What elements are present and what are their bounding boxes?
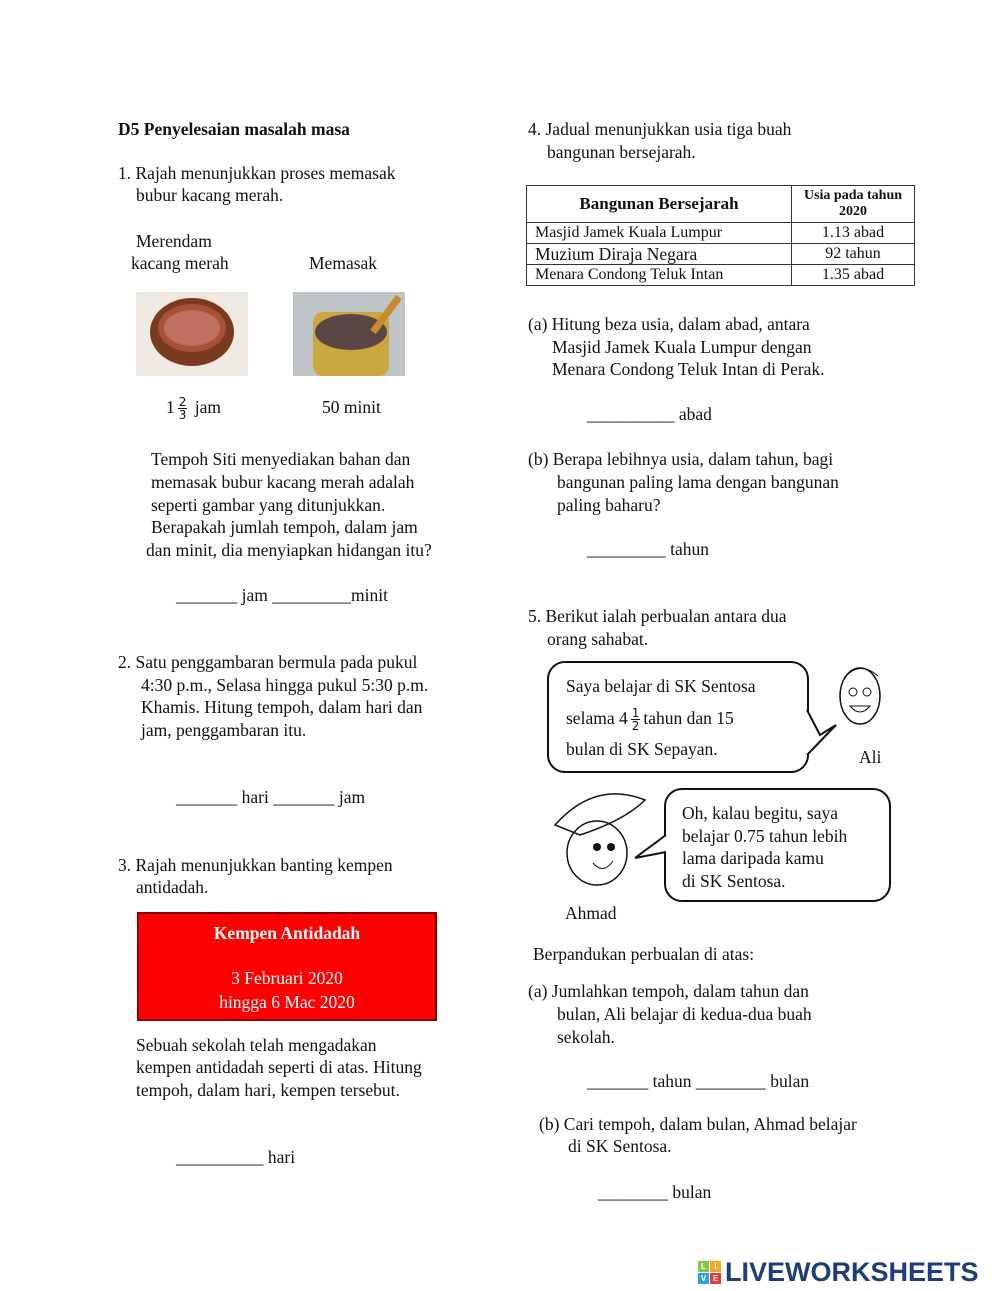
bubble-text: Saya belajar di SK Sentosa xyxy=(566,676,756,696)
table-cell: Menara Condong Teluk Intan xyxy=(527,265,792,286)
worksheet-title: D5 Penyelesaian masalah masa xyxy=(118,119,350,139)
ali-face-icon xyxy=(836,658,886,738)
table-cell: 1.35 abad xyxy=(792,265,915,286)
q4-text: 4. Jadual menunjukkan usia tiga buah xyxy=(528,119,792,139)
cooking-pot-image xyxy=(293,292,405,376)
table-row xyxy=(527,223,915,244)
q4a-text: (a) Hitung beza usia, dalam abad, antara xyxy=(528,314,810,334)
bubble-text: bulan di SK Sepayan. xyxy=(566,739,718,759)
bubble-text: di SK Sentosa. xyxy=(682,871,786,891)
q5-text: 5. Berikut ialah perbualan antara dua xyxy=(528,606,787,626)
bubble-text: lama daripada kamu xyxy=(682,848,824,868)
q1-text: 1. Rajah menunjukkan proses memasak xyxy=(118,163,396,183)
q4-text: bangunan bersejarah. xyxy=(547,142,696,162)
age-table xyxy=(526,185,915,286)
q5a-text: (a) Jumlahkan tempoh, dalam tahun dan xyxy=(528,981,809,1001)
bubble-text: Oh, kalau begitu, saya xyxy=(682,803,838,823)
q1-body: Tempoh Siti menyediakan bahan dan xyxy=(151,449,411,469)
q5b-text: di SK Sentosa. xyxy=(568,1136,672,1156)
q3-text: 3. Rajah menunjukkan banting kempen xyxy=(118,855,393,875)
ahmad-speech-bubble xyxy=(664,788,891,902)
step1-time: 1 $\frac{2}{3}$ jam xyxy=(166,395,222,423)
q2-text: 2. Satu penggambaran bermula pada pukul xyxy=(118,652,418,672)
campaign-banner xyxy=(137,912,437,1021)
q3-body: tempoh, dalam hari, kempen tersebut. xyxy=(136,1080,400,1100)
bubble-text: belajar 0.75 tahun lebih xyxy=(682,826,848,846)
table-header: Usia pada tahun 2020 xyxy=(792,186,915,223)
ali-speech-bubble xyxy=(547,661,809,773)
q2-text: jam, penggambaran itu. xyxy=(141,720,307,740)
ali-name: Ali xyxy=(859,747,882,767)
bubble-tail xyxy=(630,830,668,870)
q5-guide: Berpandukan perbualan di atas: xyxy=(533,944,755,964)
table-cell: 92 tahun xyxy=(792,244,915,265)
q2-text: Khamis. Hitung tempoh, dalam hari dan xyxy=(141,697,423,717)
q2-text: 4:30 p.m., Selasa hingga pukul 5:30 p.m. xyxy=(141,675,429,695)
step1-label: kacang merah xyxy=(131,253,229,273)
q1-answer-field[interactable]: _______ jam _________minit xyxy=(176,585,388,605)
table-row xyxy=(527,265,915,286)
q5a-text: bulan, Ali belajar di kedua-dua buah xyxy=(557,1004,812,1024)
q5b-answer-field[interactable]: ________ bulan xyxy=(598,1182,712,1202)
q4a-text: Menara Condong Teluk Intan di Perak. xyxy=(552,359,825,379)
q3-body: kempen antidadah seperti di atas. Hitung xyxy=(136,1057,422,1077)
q2-answer-field[interactable]: _______ hari _______ jam xyxy=(176,787,366,807)
q1-body: Berapakah jumlah tempoh, dalam jam xyxy=(151,517,418,537)
table-row xyxy=(527,244,915,265)
liveworksheets-logo xyxy=(698,1257,979,1288)
q1-body: seperti gambar yang ditunjukkan. xyxy=(151,495,386,515)
live-badge-icon: L I V E xyxy=(698,1261,721,1284)
q4b-text: paling baharu? xyxy=(557,495,661,515)
q4b-text: (b) Berapa lebihnya usia, dalam tahun, bagi xyxy=(528,449,834,469)
q4a-text: Masjid Jamek Kuala Lumpur dengan xyxy=(552,337,812,357)
q4a-answer-field[interactable]: __________ abad xyxy=(587,404,712,424)
q4b-answer-field[interactable]: _________ tahun xyxy=(587,539,710,559)
step2-label: Memasak xyxy=(309,253,378,273)
q1-text: bubur kacang merah. xyxy=(136,185,284,205)
q3-answer-field[interactable]: __________ hari xyxy=(176,1147,296,1167)
step1-label: Merendam xyxy=(136,231,212,251)
ahmad-name: Ahmad xyxy=(565,903,617,923)
q5-text: orang sahabat. xyxy=(547,629,649,649)
q3-body: Sebuah sekolah telah mengadakan xyxy=(136,1035,377,1055)
step2-time: 50 minit xyxy=(322,397,381,417)
table-header: Bangunan Bersejarah xyxy=(527,186,792,223)
q5b-text: (b) Cari tempoh, dalam bulan, Ahmad belajar xyxy=(539,1114,857,1134)
table-cell: 1.13 abad xyxy=(792,223,915,244)
bubble-tail xyxy=(800,700,840,760)
table-cell: Masjid Jamek Kuala Lumpur xyxy=(527,223,792,244)
table-cell: Muzium Diraja Negara xyxy=(527,244,792,265)
logo-text: LIVEWORKSHEETS xyxy=(725,1257,979,1287)
bubble-text: selama 4 $\frac{1}{2}$ tahun dan 15 xyxy=(566,706,734,734)
soaked-beans-image xyxy=(136,292,248,376)
banner-date: hingga 6 Mac 2020 xyxy=(219,992,355,1012)
banner-date: 3 Februari 2020 xyxy=(231,968,343,988)
q3-text: antidadah. xyxy=(136,877,209,897)
q5a-answer-field[interactable]: _______ tahun ________ bulan xyxy=(587,1071,810,1091)
q1-body: dan minit, dia menyiapkan hidangan itu? xyxy=(146,540,432,560)
q1-body: memasak bubur kacang merah adalah xyxy=(151,472,415,492)
banner-title: Kempen Antidadah xyxy=(213,923,361,943)
q4b-text: bangunan paling lama dengan bangunan xyxy=(557,472,839,492)
q5a-text: sekolah. xyxy=(557,1027,615,1047)
